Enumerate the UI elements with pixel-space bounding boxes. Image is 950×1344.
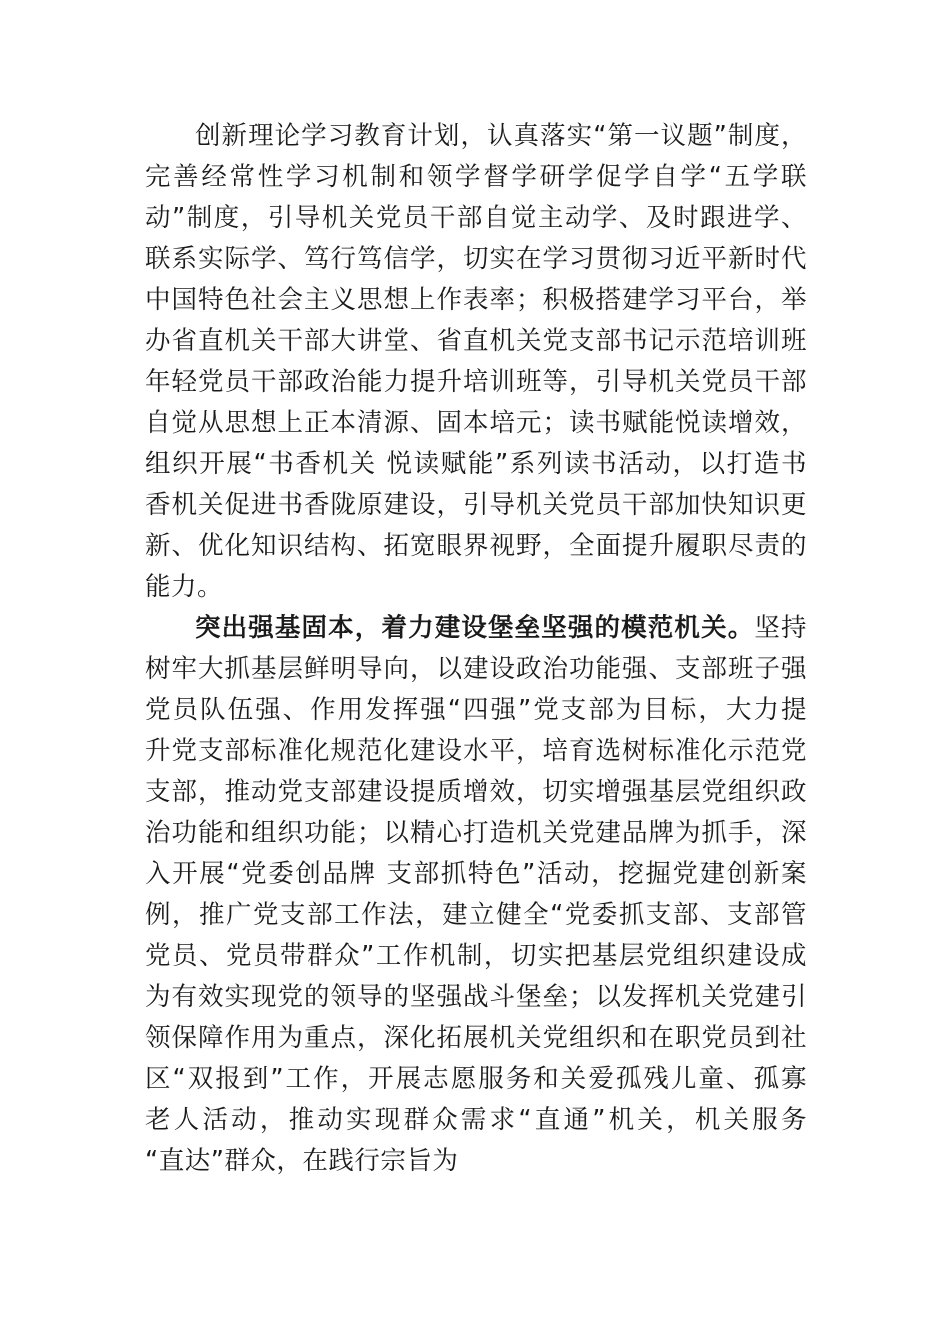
paragraph-strengthen-foundation [145, 608, 807, 1182]
text-line: 新、优化知识结构、拓宽眼界视野，全面提升履职尽责的 [145, 531, 807, 561]
text-line: 能力。 [145, 572, 224, 602]
text-line: 动”制度，引导机关党员干部自觉主动学、及时跟进学、 [145, 203, 807, 233]
text-line: 组织开展“书香机关 悦读赋能”系列读书活动，以打造书 [145, 449, 807, 479]
text-line: 升党支部标准化规范化建设水平，培育选树标准化示范党 [145, 736, 807, 766]
text-line: 香机关促进书香陇原建设，引导机关党员干部加快知识更 [145, 490, 807, 520]
text-line: 为有效实现党的领导的坚强战斗堡垒；以发挥机关党建引 [145, 982, 807, 1012]
text-line: 年轻党员干部政治能力提升培训班等，引导机关党员干部 [145, 367, 807, 397]
text-line: 中国特色社会主义思想上作表率；积极搭建学习平台，举 [145, 285, 807, 315]
text-line: 自觉从思想上正本清源、固本培元；读书赋能悦读增效， [145, 408, 807, 438]
text-line: 入开展“党委创品牌 支部抓特色”活动，挖掘党建创新案 [145, 859, 807, 889]
text-line: 完善经常性学习机制和领学督学研学促学自学“五学联 [145, 162, 807, 192]
document-body [145, 116, 807, 1182]
text-line: 区“双报到”工作，开展志愿服务和关爱孤残儿童、孤寡 [145, 1064, 807, 1094]
text-line: 创新理论学习教育计划，认真落实“第一议题”制度， [195, 121, 807, 151]
text-line: 治功能和组织功能；以精心打造机关党建品牌为抓手，深 [145, 818, 807, 848]
text-line: 办省直机关干部大讲堂、省直机关党支部书记示范培训班 [145, 326, 807, 356]
text-line: 例，推广党支部工作法，建立健全“党委抓支部、支部管 [145, 900, 807, 930]
text-line: 党员、党员带群众”工作机制，切实把基层党组织建设成 [145, 941, 807, 971]
text-line: 树牢大抓基层鲜明导向，以建设政治功能强、支部班子强 [145, 654, 807, 684]
text-line: 支部，推动党支部建设提质增效，切实增强基层党组织政 [145, 777, 807, 807]
paragraph-theory-study [145, 116, 807, 608]
text-line: 联系实际学、笃行笃信学，切实在学习贯彻习近平新时代 [145, 244, 807, 274]
text-line: “直达”群众，在践行宗旨为 [145, 1146, 459, 1176]
heading-continuation: 坚持 [754, 613, 807, 643]
text-line: 党员队伍强、作用发挥强“四强”党支部为目标，大力提 [145, 695, 807, 725]
section-heading: 突出强基固本，着力建设堡垒坚强的模范机关。 [195, 613, 755, 643]
text-line: 领保障作用为重点，深化拓展机关党组织和在职党员到社 [145, 1023, 807, 1053]
text-line: 老人活动，推动实现群众需求“直通”机关，机关服务 [145, 1105, 807, 1135]
paragraph-first-line [145, 608, 807, 649]
